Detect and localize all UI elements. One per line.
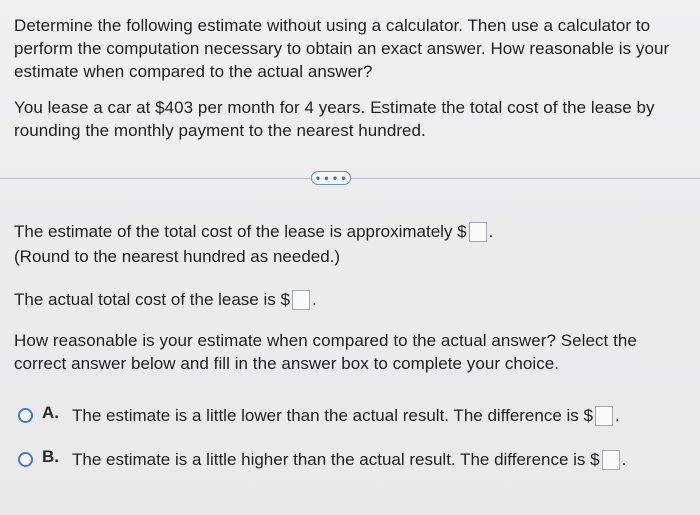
option-a[interactable]: A. The estimate is a little lower than the actual result. The difference is $ . bbox=[18, 404, 620, 427]
more-dots-icon: • • • • bbox=[315, 171, 347, 185]
estimate-row: The estimate of the total cost of the lease is approximately $ . bbox=[14, 222, 494, 241]
option-b-letter: B. bbox=[42, 447, 59, 466]
actual-row: The actual total cost of the lease is $ . bbox=[14, 290, 317, 309]
estimate-hint-row bbox=[14, 245, 340, 268]
reasonable-prompt: How reasonable is your estimate when compared to the actual answer? Select the correct answer below and fill in the answer box to complete your choice. bbox=[14, 331, 637, 373]
estimate-prompt: The estimate of the total cost of the lease is approximately $ bbox=[14, 222, 467, 241]
option-b[interactable]: B. The estimate is a little higher than the actual result. The difference is $ . bbox=[18, 448, 626, 471]
actual-prompt: The actual total cost of the lease is $ bbox=[14, 290, 290, 309]
option-a-text: The estimate is a little lower than the actual result. The difference is $ bbox=[72, 406, 593, 425]
option-a-answer-box[interactable] bbox=[595, 406, 613, 426]
option-a-letter: A. bbox=[42, 403, 59, 422]
actual-answer-box[interactable] bbox=[292, 290, 310, 310]
option-b-radio[interactable] bbox=[18, 452, 33, 467]
estimate-answer-box[interactable] bbox=[469, 222, 487, 242]
question-scenario: You lease a car at $403 per month for 4 years. Estimate the total cost of the lease by rounding the monthly payment to the nearest hundred. bbox=[14, 98, 655, 140]
rounding-hint: (Round to the nearest hundred as needed.) bbox=[14, 247, 341, 266]
option-b-answer-box[interactable] bbox=[602, 450, 620, 470]
option-a-radio[interactable] bbox=[18, 408, 33, 423]
expand-more-button[interactable] bbox=[311, 171, 351, 185]
option-b-text: The estimate is a little higher than the actual result. The difference is $ bbox=[72, 450, 600, 469]
question-instructions: Determine the following estimate without using a calculator. Then use a calculator to perform the computation necessary to obtain an exact answer. How reasonable is your estimate when compared to the actual answer? bbox=[14, 16, 670, 81]
